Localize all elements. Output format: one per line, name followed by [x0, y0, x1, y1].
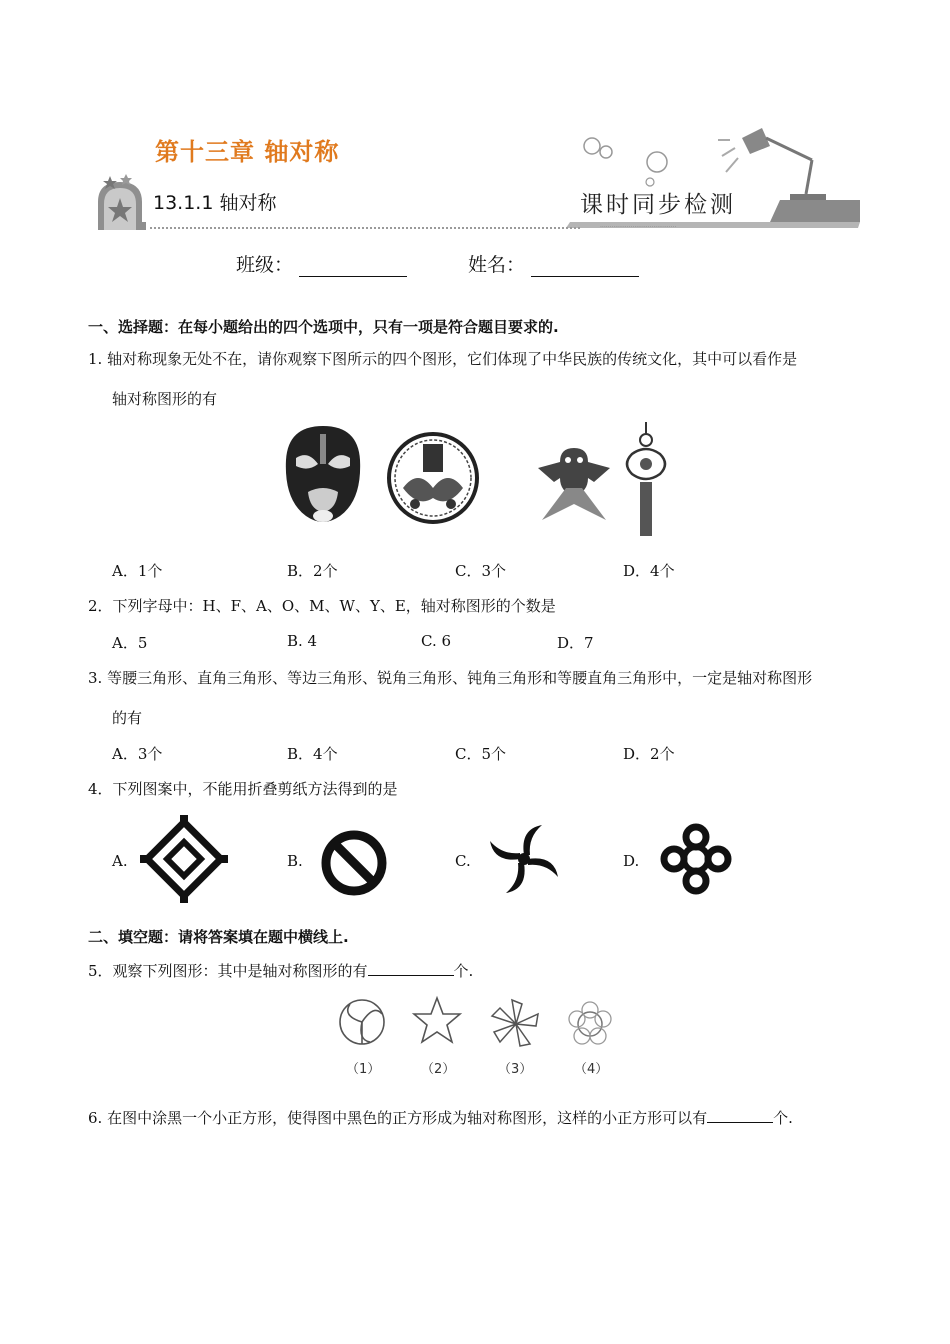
q3-line1: 3. 等腰三角形、直角三角形、等边三角形、锐角三角形、钝角三角形和等腰直角三角形中，一定是轴对称图形: [88, 669, 813, 687]
q3-option-d[interactable]: D．2个: [623, 745, 675, 763]
class-label: 班级：: [236, 254, 294, 276]
q5-suffix: 个.: [453, 962, 474, 980]
q2-option-d[interactable]: D．7: [557, 634, 594, 652]
svg-text:..............................: ........................................: [600, 222, 677, 229]
q4-figures: [140, 815, 760, 905]
opera-mask-icon: [286, 426, 360, 522]
banner-text: 课时同步检测: [580, 192, 736, 218]
q6-text: [88, 1108, 793, 1128]
q5-caption-1: （1）: [346, 1062, 381, 1077]
q5-figures: [330, 992, 630, 1052]
q5-answer-blank[interactable]: [368, 961, 454, 976]
q4-option-a[interactable]: A.: [112, 852, 128, 870]
chapter-title: 第十三章 轴对称: [155, 138, 340, 166]
header-decoration: [90, 110, 870, 235]
name-label: 姓名：: [468, 254, 526, 276]
paper-cut-icon: [389, 434, 477, 522]
pinwheel-icon: [490, 825, 558, 893]
q6-answer-blank[interactable]: [707, 1108, 773, 1123]
q5-caption-3: （3）: [498, 1062, 533, 1077]
class-field: [236, 250, 407, 277]
q4-option-c[interactable]: C.: [455, 852, 471, 870]
q4-option-b[interactable]: B.: [287, 852, 303, 870]
four-rings-icon: [664, 827, 728, 891]
flower-icon: [569, 1002, 611, 1044]
section-title: 13.1.1 轴对称: [153, 192, 277, 214]
q5-caption-4: （4）: [574, 1062, 609, 1077]
q1-option-c[interactable]: C．3个: [455, 562, 507, 580]
q3-option-c[interactable]: C．5个: [455, 745, 507, 763]
q4-text: 4．下列图案中，不能用折叠剪纸方法得到的是: [88, 780, 398, 798]
chinese-knot-icon: [627, 422, 665, 536]
q6-suffix: 个.: [773, 1109, 793, 1127]
q1-line1: 1. 轴对称现象无处不在，请你观察下图所示的四个图形，它们体现了中华民族的传统文化，其中可以看作是: [88, 350, 798, 368]
q2-option-a[interactable]: A．5: [112, 634, 148, 652]
q5-prefix: 5．观察下列图形：其中是轴对称图形的有: [88, 962, 368, 980]
name-field: [468, 250, 639, 277]
q3-option-b[interactable]: B．4个: [287, 745, 338, 763]
q2-option-c[interactable]: C. 6: [421, 632, 452, 650]
class-blank[interactable]: [299, 258, 407, 277]
name-blank[interactable]: [531, 258, 639, 277]
q1-option-b[interactable]: B．2个: [287, 562, 338, 580]
windmill-icon: [492, 1000, 538, 1046]
circle-trefoil-icon: [340, 1000, 384, 1044]
q1-option-a[interactable]: A．1个: [112, 562, 163, 580]
q5-caption-2: （2）: [421, 1062, 456, 1077]
q1-line2: 轴对称图形的有: [112, 390, 218, 408]
q4-option-d[interactable]: D.: [623, 852, 640, 870]
q6-prefix: 6. 在图中涂黑一个小正方形，使得图中黑色的正方形成为轴对称图形，这样的小正方形可以有: [88, 1109, 708, 1127]
prohibition-icon: [326, 835, 382, 891]
star-emblem: [98, 174, 146, 230]
star-icon: [414, 998, 460, 1042]
q3-line2: 的有: [112, 709, 143, 727]
endless-knot-icon: [140, 815, 228, 903]
q1-option-d[interactable]: D．4个: [623, 562, 675, 580]
kite-icon: [538, 448, 610, 520]
q2-option-b[interactable]: B. 4: [287, 632, 318, 650]
q3-option-a[interactable]: A．3个: [112, 745, 163, 763]
q1-figures: [278, 420, 678, 540]
q2-text: 2．下列字母中：H、F、A、O、M、W、Y、E，轴对称图形的个数是: [88, 597, 556, 615]
q5-text: [88, 961, 473, 981]
choice-section-heading: 一、选择题：在每小题给出的四个选项中，只有一项是符合题目要求的.: [88, 318, 559, 336]
fill-section-heading: 二、填空题：请将答案填在题中横线上.: [88, 928, 349, 946]
